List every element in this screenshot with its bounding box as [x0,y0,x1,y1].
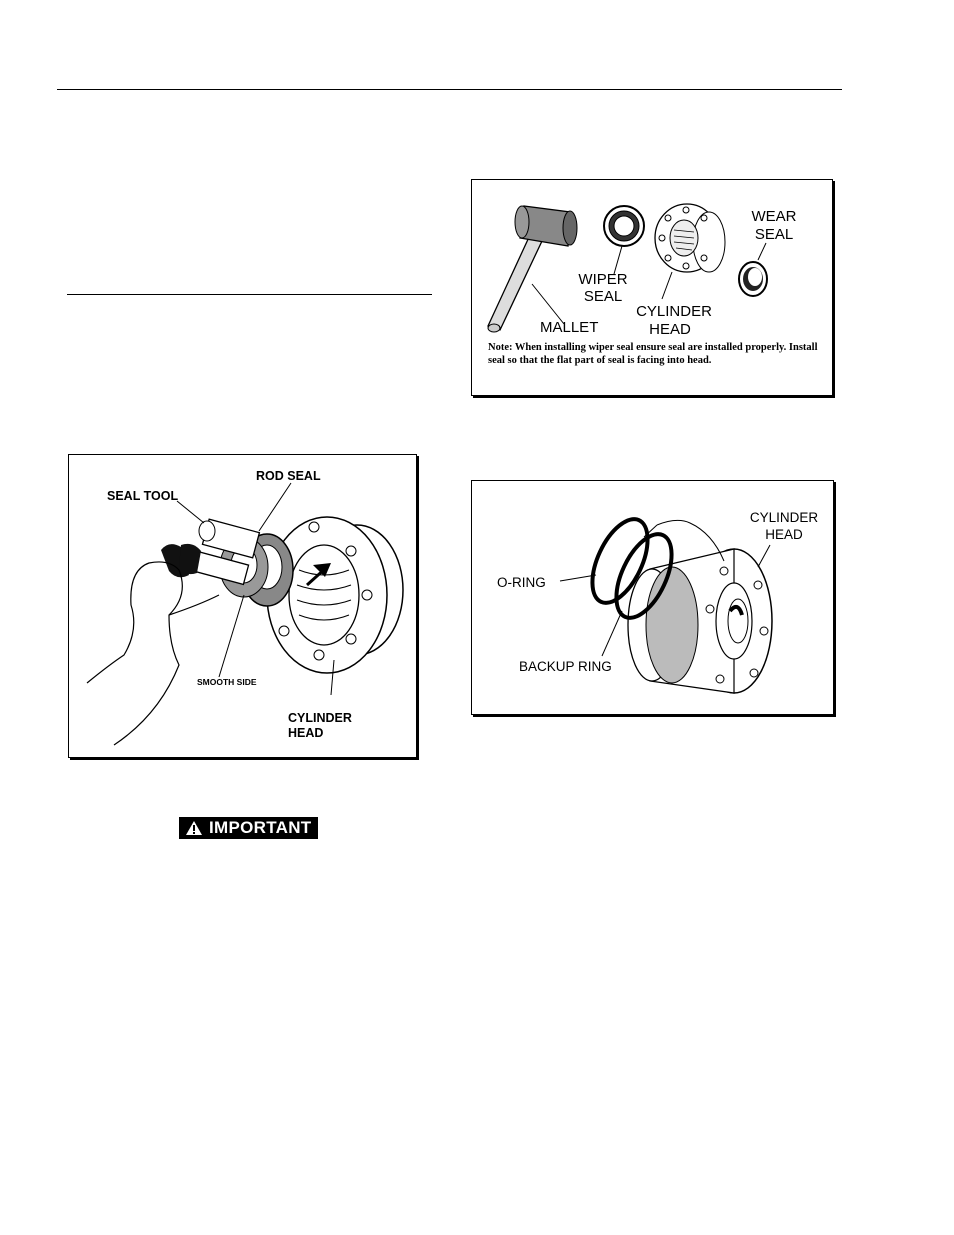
cylinder-head-label-2: HEAD [649,321,691,338]
figure-wiper-seal [471,179,833,396]
cylinder-head-label-1: CYLINDER [636,303,712,320]
wear-seal-part [739,262,767,296]
cylinder-head-part [267,517,403,673]
figure-note: Note: When installing wiper seal ensure seal are installed properly. Install seal so that the flat part of seal is facing into head. [488,342,818,366]
backup-ring-label: BACKUP RING [519,659,612,674]
warning-icon [185,820,203,836]
seal-tool-label: SEAL TOOL [107,489,179,503]
cylinder-head-label-1: CYLINDER [749,510,819,525]
seal-tool-part [161,519,259,584]
header-rule [57,89,842,90]
mallet-icon [488,206,577,332]
cylinder-head-label-2: HEAD [765,527,803,542]
cylinder-head-part [628,549,772,693]
important-label: IMPORTANT [209,818,312,837]
wear-seal-leader [758,243,766,260]
wiper-seal-part [604,206,644,246]
wiper-seal-label-1: WIPER [578,271,628,288]
figure-o-ring [471,480,834,715]
wear-seal-label-1: WEAR [751,208,797,225]
mallet-label: MALLET [540,319,599,336]
important-banner [179,817,318,839]
wear-seal-label-2: SEAL [754,226,794,243]
cylinder-head-label-2: HEAD [288,726,324,740]
o-ring-label: O-RING [497,575,546,590]
rod-seal-label: ROD SEAL [256,469,321,483]
figure-rod-seal [68,454,417,758]
wiper-seal-leader [614,246,622,274]
hand-outline [87,562,182,745]
smooth-side-label: SMOOTH SIDE [197,677,257,687]
wiper-seal-label-2: SEAL [583,288,623,305]
mallet-leader [532,284,564,324]
cylinder-head-label-1: CYLINDER [288,711,352,725]
section-rule [67,294,432,295]
cylinder-head-leader [662,272,672,299]
rod-seal-illustration [69,455,418,759]
o-ring-illustration [472,481,835,716]
cylinder-head-part [655,204,725,272]
